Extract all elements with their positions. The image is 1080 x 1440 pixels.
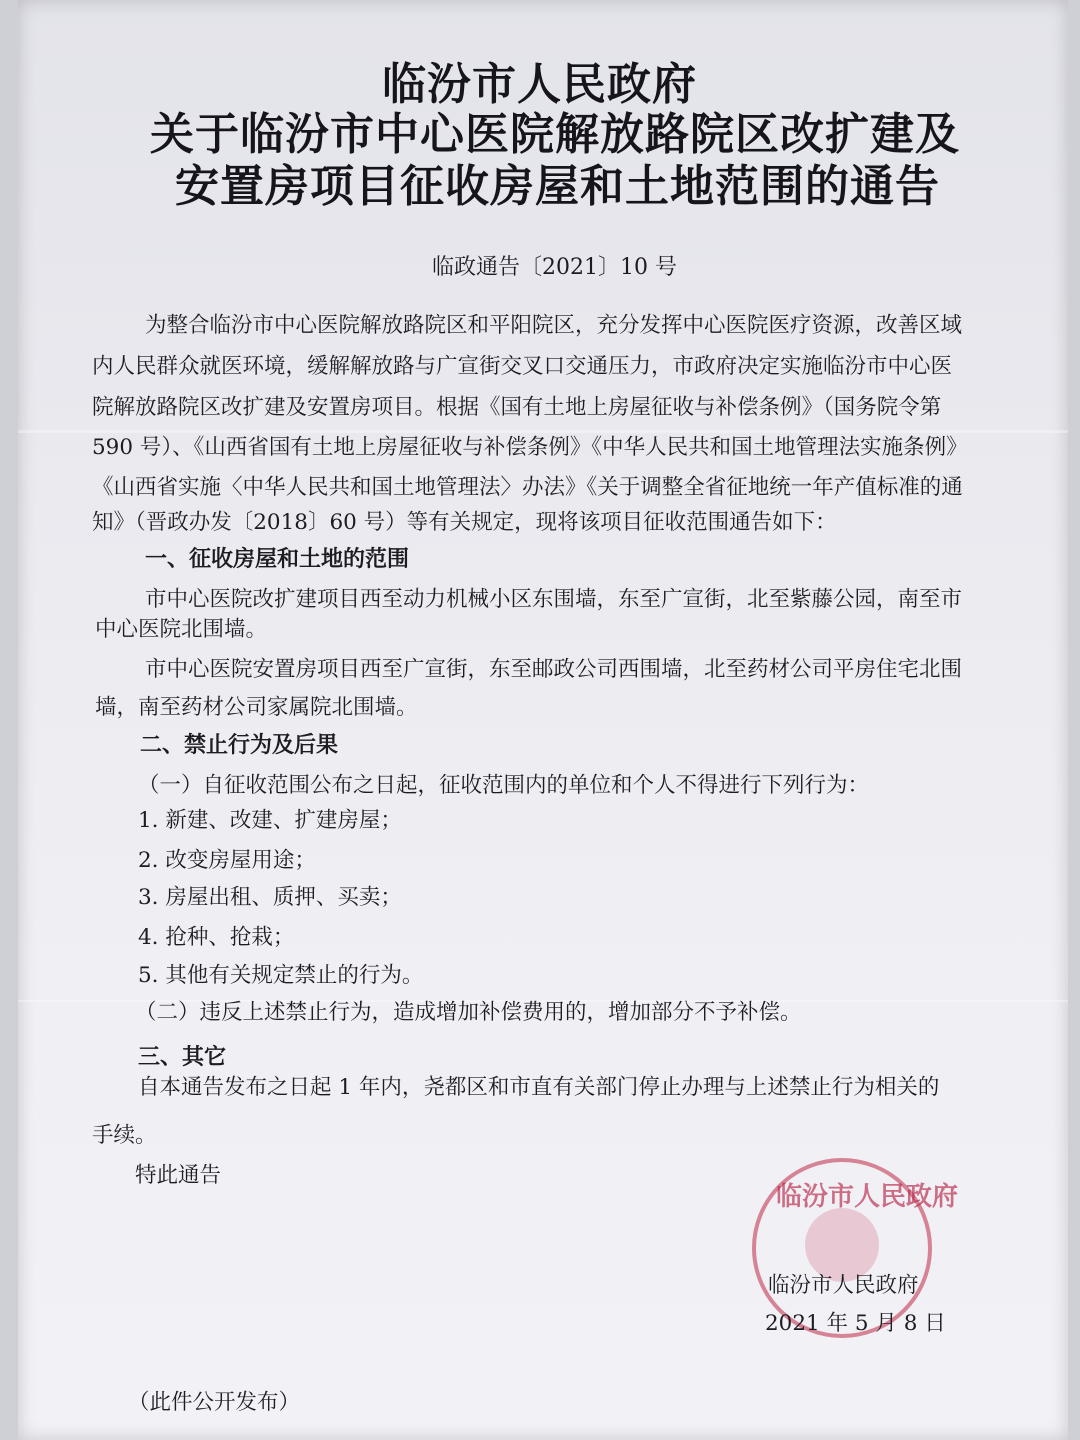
intro-line: 知》（晋政办发〔2018〕60 号）等有关规定，现将该项目征收范围通告如下： [92, 510, 837, 535]
section3-heading: 三、其它 [138, 1045, 227, 1070]
intro-line: 为整合临汾市中心医院解放路院区和平阳院区，充分发挥中心医院医疗资源，改善区域 [145, 313, 963, 338]
section3-line: 手续。 [92, 1123, 157, 1148]
section2-item: 5. 其他有关规定禁止的行为。 [138, 963, 424, 988]
section1-line: 墙，南至药材公司家属院北围墙。 [95, 695, 418, 720]
section1-line: 市中心医院安置房项目西至广宣街，东至邮政公司西围墙，北至药材公司平房住宅北围 [145, 657, 963, 682]
title-line-1: 临汾市人民政府 [382, 59, 697, 110]
section1-line: 中心医院北围墙。 [95, 617, 268, 642]
section2-item: 1. 新建、改建、扩建房屋； [138, 808, 402, 833]
doc-number: 临政通告〔2021〕10 号 [432, 255, 677, 280]
intro-line: 《山西省实施〈中华人民共和国土地管理法〉办法》《关于调整全省征地统一年产值标准的通 [92, 475, 963, 500]
intro-line: 内人民群众就医环境，缓解解放路与广宣街交叉口交通压力，市政府决定实施临汾市中心医 [92, 354, 953, 379]
section1-line: 市中心医院改扩建项目西至动力机械小区东围墙，东至广宣街，北至紫藤公园，南至市 [145, 587, 963, 612]
section2-item: 2. 改变房屋用途； [138, 848, 316, 873]
footer-note: （此件公开发布） [128, 1390, 301, 1415]
title-line-3: 安置房项目征收房屋和土地范围的通告 [175, 161, 940, 212]
section2-item: 3. 房屋出租、质押、买卖； [138, 885, 402, 910]
section1-heading: 一、征收房屋和土地的范围 [145, 547, 410, 572]
seal-text: 临汾市人民政府 [776, 1182, 959, 1212]
section2-heading: 二、禁止行为及后果 [140, 733, 339, 758]
section2-item: 4. 抢种、抢栽； [138, 925, 295, 950]
section2-line: （二）违反上述禁止行为，造成增加补偿费用的，增加部分不予补偿。 [135, 1000, 802, 1025]
signature-date: 2021 年 5 月 8 日 [765, 1311, 946, 1336]
closing-text: 特此通告 [135, 1163, 222, 1188]
signature-org: 临汾市人民政府 [768, 1273, 919, 1298]
title-line-2: 关于临汾市中心医院解放路院区改扩建及 [150, 109, 960, 160]
section2-line: （一）自征收范围公布之日起，征收范围内的单位和个人不得进行下列行为： [138, 773, 870, 798]
intro-line: 590 号）、《山西省国有土地上房屋征收与补偿条例》《中华人民共和国土地管理法实施条例》 [92, 435, 968, 460]
intro-line: 院解放路院区改扩建及安置房项目。根据《国有土地上房屋征收与补偿条例》（国务院令第 [92, 395, 942, 420]
section3-line: 自本通告发布之日起 1 年内，尧都区和市直有关部门停止办理与上述禁止行为相关的 [138, 1075, 940, 1100]
